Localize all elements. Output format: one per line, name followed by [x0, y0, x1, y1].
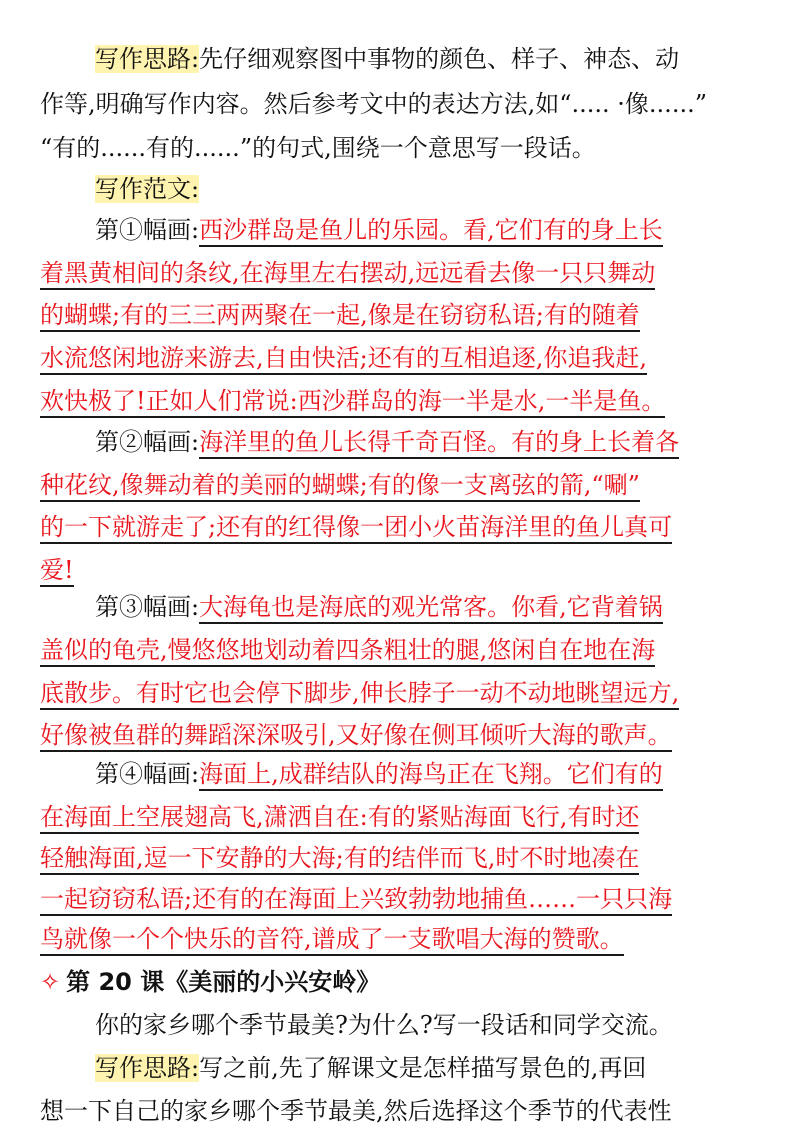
- writing-idea-2-line-2: [0, 1094, 800, 1128]
- writing-idea-label: 写作思路:: [95, 1054, 200, 1082]
- paragraph-2-line-1: [0, 425, 800, 459]
- writing-idea-text: 写之前,先了解课文是怎样描写景色的,再回: [199, 1054, 647, 1082]
- paragraph-2-line-3: [0, 510, 800, 544]
- paragraph-1-line-2: [0, 256, 800, 290]
- paragraph-3-line-4: [0, 718, 800, 752]
- writing-idea-text: 想一下自己的家乡哪个季节最美,然后选择这个季节的代表性: [40, 1097, 672, 1125]
- sample-text: 种花纹,像舞动着的美丽的蝴蝶;有的像一支离弦的箭,“唰”: [40, 471, 640, 502]
- writing-idea-label: 写作思路:: [95, 45, 200, 73]
- sample-text: 在海面上空展翅高飞,潇洒自在:有的紧贴海面飞行,有时还: [40, 803, 639, 834]
- paragraph-3-line-2: [0, 633, 800, 667]
- sample-text: 西沙群岛是鱼儿的乐园。看,它们有的身上长: [199, 216, 663, 247]
- lesson-heading: [40, 965, 380, 999]
- sample-essay-heading: [0, 172, 800, 206]
- sample-text: 水流悠闲地游来游去,自由快活;还有的互相追逐,你追我赶,: [40, 344, 647, 375]
- writing-idea-text: 作等,明确写作内容。然后参考文中的表达方法,如“..... ·像......”: [40, 90, 707, 118]
- writing-idea-text: 先仔细观察图中事物的颜色、样子、神态、动: [199, 45, 680, 73]
- paragraph-label: 第③幅画:: [95, 593, 200, 621]
- lesson-question: [0, 1008, 800, 1042]
- writing-idea-text: “有的......有的......”的句式,围绕一个意思写一段话。: [40, 134, 596, 162]
- sample-text: 着黑黄相间的条纹,在海里左右摆动,远远看去像一只只舞动: [40, 259, 655, 290]
- paragraph-2-line-4: [0, 553, 800, 587]
- sample-text: 海洋里的鱼儿长得千奇百怪。有的身上长着各: [199, 428, 679, 459]
- sample-text: 底散步。有时它也会停下脚步,伸长脖子一动不动地眺望远方,: [40, 679, 679, 710]
- paragraph-1-line-1: [0, 213, 800, 247]
- sample-text: 一起窃窃私语;还有的在海面上兴致勃勃地捕鱼……一只只海: [40, 885, 672, 916]
- sample-text: 欢快极了!正如人们常说:西沙群岛的海一半是水,一半是鱼。: [40, 387, 665, 418]
- paragraph-4-line-3: [0, 841, 800, 875]
- lesson-title: 第 20 课《美丽的小兴安岭》: [66, 968, 381, 996]
- sample-text: 鸟就像一个个快乐的音符,谱成了一支歌唱大海的赞歌。: [40, 925, 624, 956]
- paragraph-1-line-4: [0, 341, 800, 375]
- paragraph-label: 第②幅画:: [95, 428, 200, 456]
- sample-text: 好像被鱼群的舞蹈深深吸引,又好像在侧耳倾听大海的歌声。: [40, 721, 672, 752]
- sample-text: 爱!: [40, 556, 74, 587]
- writing-idea-line-2: [0, 87, 800, 121]
- writing-idea-2-line-1: [0, 1051, 800, 1085]
- paragraph-4-line-1: [0, 757, 800, 791]
- paragraph-label: 第①幅画:: [95, 216, 200, 244]
- sample-text: 盖似的龟壳,慢悠悠地划动着四条粗壮的腿,悠闲自在地在海: [40, 636, 655, 667]
- sample-text: 海面上,成群结队的海鸟正在飞翔。它们有的: [199, 760, 663, 791]
- sample-text: 大海龟也是海底的观光常客。你看,它背着锅: [199, 593, 663, 624]
- sample-text: 的一下就游走了;还有的红得像一团小火苗海洋里的鱼儿真可: [40, 513, 672, 544]
- paragraph-4-line-4: [0, 882, 800, 916]
- paragraph-label: 第④幅画:: [95, 760, 200, 788]
- paragraph-4-line-2: [0, 800, 800, 834]
- paragraph-2-line-2: [0, 468, 800, 502]
- sample-text: 的蝴蝶;有的三三两两聚在一起,像是在窃窃私语;有的随着: [40, 301, 640, 332]
- lesson-question-text: 你的家乡哪个季节最美?为什么?写一段话和同学交流。: [95, 1011, 673, 1039]
- paragraph-3-line-3: [0, 676, 800, 710]
- sample-text: 轻触海面,逗一下安静的大海;有的结伴而飞,时不时地凑在: [40, 844, 639, 875]
- paragraph-1-line-5: [0, 384, 800, 418]
- paragraph-3-line-1: [0, 590, 800, 624]
- sample-essay-label: 写作范文:: [95, 175, 200, 203]
- paragraph-4-line-5: [0, 922, 800, 956]
- four-point-star-icon: ✧: [40, 968, 61, 996]
- writing-idea-line-3: [0, 131, 800, 165]
- paragraph-1-line-3: [0, 298, 800, 332]
- writing-idea-line-1: [0, 42, 800, 76]
